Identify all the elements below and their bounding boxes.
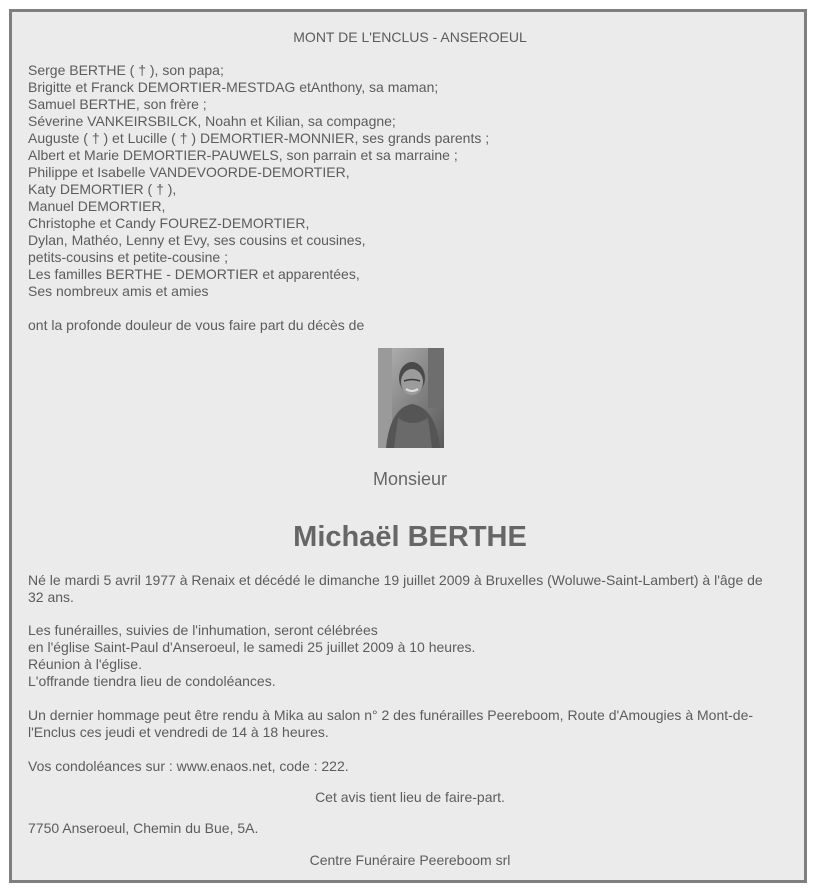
text-line: Réunion à l'église.	[28, 656, 142, 672]
location-header: MONT DE L'ENCLUS - ANSEROEUL	[293, 29, 527, 45]
family-line: Albert et Marie DEMORTIER-PAUWELS, son parrain et sa marraine ;	[28, 147, 458, 163]
family-line: Serge BERTHE ( † ), son papa;	[28, 62, 224, 78]
funeral-details	[28, 622, 792, 690]
announcement-text: ont la profonde douleur de vous faire part du décès de	[28, 317, 365, 333]
company-name: Centre Funéraire Peereboom srl	[309, 852, 511, 868]
family-line: Christophe et Candy FOUREZ-DEMORTIER,	[28, 215, 310, 231]
text-line: Les funérailles, suivies de l'inhumation, seront célébrées	[28, 622, 378, 638]
family-line: Brigitte et Franck DEMORTIER-MESTDAG etAnthony, sa maman;	[28, 79, 439, 95]
family-line: Ses nombreux amis et amies	[28, 283, 209, 299]
family-list	[28, 62, 792, 300]
notice-text: Cet avis tient lieu de faire-part.	[315, 789, 505, 805]
address-text: 7750 Anseroeul, Chemin du Bue, 5A.	[28, 820, 259, 836]
text-line: 32 ans.	[28, 589, 74, 605]
portrait-image	[378, 348, 444, 448]
civility-title: Monsieur	[372, 469, 448, 489]
family-line: Katy DEMORTIER ( † ),	[28, 181, 177, 197]
text-line: en l'église Saint-Paul d'Anseroeul, le samedi 25 juillet 2009 à 10 heures.	[28, 639, 476, 655]
family-line: petits-cousins et petite-cousine ;	[28, 249, 228, 265]
deceased-photo	[378, 348, 444, 448]
family-line: Manuel DEMORTIER,	[28, 198, 166, 214]
family-line: Les familles BERTHE - DEMORTIER et apparentées,	[28, 266, 360, 282]
family-line: Philippe et Isabelle VANDEVOORDE-DEMORTIER,	[28, 164, 350, 180]
text-line: l'Enclus ces jeudi et vendredi de 14 à 18 heures.	[28, 724, 329, 740]
obituary-frame	[9, 9, 807, 883]
homage-text	[28, 707, 792, 741]
family-line: Séverine VANKEIRSBILCK, Noahn et Kilian, sa compagne;	[28, 113, 396, 129]
family-line: Samuel BERTHE, son frère ;	[28, 96, 207, 112]
text-line: Un dernier hommage peut être rendu à Mika au salon n° 2 des funérailles Peereboom, Route d'Amougies à Mont-de-	[28, 707, 754, 723]
text-line: Né le mardi 5 avril 1977 à Renaix et décédé le dimanche 19 juillet 2009 à Bruxelles (Woluwe-Saint-Lambert) à l'âge de	[28, 572, 763, 588]
deceased-name: Michaël BERTHE	[293, 521, 527, 553]
birth-death-text	[28, 572, 792, 606]
family-line: Auguste ( † ) et Lucille ( † ) DEMORTIER-MONNIER, ses grands parents ;	[28, 130, 490, 146]
family-line: Dylan, Mathéo, Lenny et Evy, ses cousins et cousines,	[28, 232, 366, 248]
condolences-text: Vos condoléances sur : www.enaos.net, code : 222.	[28, 758, 349, 774]
text-line: L'offrande tiendra lieu de condoléances.	[28, 673, 276, 689]
